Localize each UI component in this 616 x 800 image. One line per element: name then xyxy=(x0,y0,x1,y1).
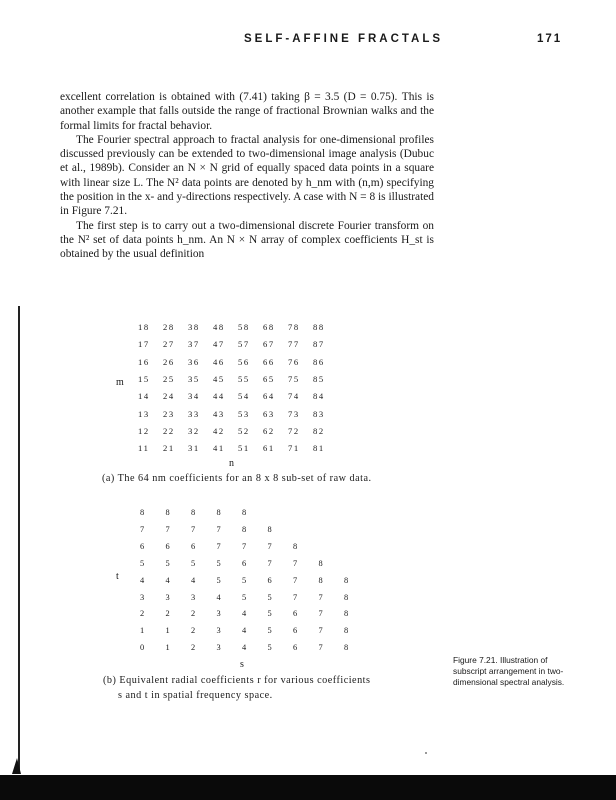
figure-b-cell: 7 xyxy=(293,575,298,585)
figure-a-x-label: n xyxy=(229,458,234,469)
figure-a-cell: 85 xyxy=(313,373,325,384)
figure-b-cell: 1 xyxy=(165,626,170,636)
scan-margin-mark xyxy=(12,758,21,774)
figure-b-cell: 3 xyxy=(140,592,145,602)
figure-a-cell: 16 xyxy=(138,356,150,367)
figure-a-cell: 34 xyxy=(188,391,200,402)
figure-a-cell: 11 xyxy=(138,443,150,454)
figure-a-cell: 46 xyxy=(213,356,225,367)
figure-a-cell: 71 xyxy=(288,443,300,454)
figure-a-row xyxy=(138,409,378,421)
figure-b-cell: 5 xyxy=(267,643,272,653)
figure-a-cell: 68 xyxy=(263,322,275,332)
figure-b-cell: 6 xyxy=(293,626,298,636)
figure-a-cell: 48 xyxy=(213,322,225,332)
figure-b-cell: 5 xyxy=(267,592,272,602)
figure-b-cell: 3 xyxy=(216,643,221,653)
figure-a-cell: 63 xyxy=(263,408,275,419)
figure-a-cell: 37 xyxy=(188,339,200,350)
figure-b-cell: 7 xyxy=(242,541,247,551)
figure-a-cell: 24 xyxy=(163,391,175,402)
figure-b-cell: 1 xyxy=(165,643,170,653)
figure-b-cell: 5 xyxy=(140,558,145,568)
figure-a-cell: 76 xyxy=(288,356,300,367)
figure-a-cell: 18 xyxy=(138,322,150,332)
figure-b-cell: 8 xyxy=(293,541,298,551)
figure-b-cell: 8 xyxy=(140,508,145,517)
figure-a-cell: 35 xyxy=(188,373,200,384)
figure-a-cell: 47 xyxy=(213,339,225,350)
scan-speck xyxy=(425,752,427,754)
figure-a-row xyxy=(138,391,378,403)
figure-a-cell: 72 xyxy=(288,425,300,436)
paragraph-1: excellent correlation is obtained with (7.41) taking β = 3.5 (D = 0.75). This is another example that falls outside the range of fractional Brownian walks and the formal limits for fractal behavior. xyxy=(60,91,434,132)
figure-a-cell: 45 xyxy=(213,373,225,384)
figure-b-cell: 3 xyxy=(216,609,221,619)
figure-a-cell: 87 xyxy=(313,339,325,350)
figure-b-cell: 2 xyxy=(191,643,196,653)
figure-b-x-label: s xyxy=(240,659,244,670)
figure-a-cell: 57 xyxy=(238,339,250,350)
figure-b-cell: 7 xyxy=(318,592,323,602)
figure-b-cell: 4 xyxy=(216,592,221,602)
figure-b-cell: 7 xyxy=(318,626,323,636)
figure-b-row xyxy=(140,508,400,522)
figure-b-cell: 3 xyxy=(191,592,196,602)
figure-b-cell: 4 xyxy=(242,626,247,636)
figure-b-cell: 7 xyxy=(318,643,323,653)
paragraph-2: The Fourier spectral approach to fractal analysis for one-dimensional profiles discussed previously can be extended to two-dimensional image analysis (Dubuc et al., 1989b). Consider an N × N grid of equally spaced data points in a square with linear size L. The N² data points are denoted by h_nm with (n,m) specifying the position in the x- and y-directions respectively. A case with N = 8 is illustrated in Figure 7.21. xyxy=(60,133,434,218)
figure-a-cell: 65 xyxy=(263,373,275,384)
figure-a-cell: 12 xyxy=(138,425,150,436)
figure-b-cell: 4 xyxy=(191,575,196,585)
figure-b-cell: 3 xyxy=(165,592,170,602)
figure-a-cell: 51 xyxy=(238,443,250,454)
figure-b-cell: 6 xyxy=(293,643,298,653)
figure-a-cell: 52 xyxy=(238,425,250,436)
figure-a-cell: 78 xyxy=(288,322,300,332)
figure-a-cell: 86 xyxy=(313,356,325,367)
figure-a-cell: 33 xyxy=(188,408,200,419)
figure-b-row xyxy=(140,626,400,640)
figure-b-cell: 6 xyxy=(140,541,145,551)
figure-b-cell: 5 xyxy=(267,626,272,636)
figure-b-cell: 6 xyxy=(267,575,272,585)
figure-b-cell: 7 xyxy=(293,558,298,568)
figure-a-cell: 21 xyxy=(163,443,175,454)
figure-b-cell: 7 xyxy=(216,524,221,534)
figure-a-cell: 27 xyxy=(163,339,175,350)
figure-a-cell: 73 xyxy=(288,408,300,419)
running-title: SELF-AFFINE FRACTALS xyxy=(244,33,444,45)
scan-bottom-bar xyxy=(0,775,616,800)
figure-a-cell: 77 xyxy=(288,339,300,350)
figure-a-cell: 61 xyxy=(263,443,275,454)
figure-b-cell: 7 xyxy=(191,524,196,534)
body-text xyxy=(60,90,434,262)
figure-b-cell: 7 xyxy=(293,592,298,602)
figure-b-cell: 1 xyxy=(140,626,145,636)
figure-b-cell: 8 xyxy=(344,592,349,602)
figure-b-cell: 5 xyxy=(267,609,272,619)
figure-a-cell: 25 xyxy=(163,373,175,384)
figure-a-cell: 32 xyxy=(188,425,200,436)
figure-b-cell: 0 xyxy=(140,643,145,653)
figure-a-y-label: m xyxy=(116,377,124,388)
figure-a-cell: 17 xyxy=(138,339,150,350)
figure-b-cell: 8 xyxy=(165,508,170,517)
figure-b-cell: 2 xyxy=(140,609,145,619)
figure-b-cell: 7 xyxy=(216,541,221,551)
figure-a-row xyxy=(138,357,378,369)
figure-b-cell: 5 xyxy=(165,558,170,568)
figure-b-cell: 4 xyxy=(242,643,247,653)
page-number: 171 xyxy=(537,33,563,45)
figure-a-cell: 13 xyxy=(138,408,150,419)
figure-b-cell: 5 xyxy=(216,575,221,585)
figure-b-cell: 8 xyxy=(191,508,196,517)
figure-a-cell: 44 xyxy=(213,391,225,402)
figure-b-y-label: t xyxy=(116,571,119,582)
figure-a-cell: 88 xyxy=(313,322,325,332)
figure-b-row xyxy=(140,542,400,556)
figure-side-caption: Figure 7.21. Illustration of subscript arrangement in two-dimensional spectral analysis. xyxy=(453,655,565,687)
figure-b-row xyxy=(140,559,400,573)
figure-b-caption-line-2: s and t in spatial frequency space. xyxy=(118,690,273,701)
figure-b-cell: 8 xyxy=(242,508,247,517)
figure-b-cell: 6 xyxy=(165,541,170,551)
figure-a-cell: 15 xyxy=(138,373,150,384)
figure-b-cell: 8 xyxy=(267,524,272,534)
figure-b-cell: 8 xyxy=(318,575,323,585)
figure-a-cell: 38 xyxy=(188,322,200,332)
figure-b-cell: 8 xyxy=(344,626,349,636)
figure-b-cell: 2 xyxy=(165,609,170,619)
figure-a-cell: 62 xyxy=(263,425,275,436)
figure-b-cell: 7 xyxy=(140,524,145,534)
figure-b-caption-line-1: (b) Equivalent radial coefficients r for various coefficients xyxy=(103,675,371,686)
figure-a-cell: 41 xyxy=(213,443,225,454)
figure-b-cell: 8 xyxy=(242,524,247,534)
figure-b-cell: 8 xyxy=(344,609,349,619)
figure-b-cell: 6 xyxy=(293,609,298,619)
figure-a-cell: 64 xyxy=(263,391,275,402)
figure-a-row xyxy=(138,426,378,438)
figure-b-row xyxy=(140,525,400,539)
figure-a-cell: 75 xyxy=(288,373,300,384)
figure-a-cell: 28 xyxy=(163,322,175,332)
figure-a-cell: 66 xyxy=(263,356,275,367)
figure-a-cell: 31 xyxy=(188,443,200,454)
figure-a-row xyxy=(138,443,378,455)
figure-a-row xyxy=(138,374,378,386)
figure-a-cell: 55 xyxy=(238,373,250,384)
figure-b-cell: 7 xyxy=(318,609,323,619)
figure-a-cell: 84 xyxy=(313,391,325,402)
figure-b-cell: 2 xyxy=(191,626,196,636)
figure-b-cell: 6 xyxy=(191,541,196,551)
figure-a-cell: 82 xyxy=(313,425,325,436)
figure-a-cell: 23 xyxy=(163,408,175,419)
figure-b-cell: 8 xyxy=(216,508,221,517)
figure-b-cell: 5 xyxy=(191,558,196,568)
figure-b-cell: 7 xyxy=(267,558,272,568)
figure-b-cell: 7 xyxy=(165,524,170,534)
paragraph-3: The first step is to carry out a two-dimensional discrete Fourier transform on the N² set of data points h_nm. An N × N array of complex coefficients H_st is obtained by the usual definition xyxy=(60,219,434,261)
figure-b-cell: 8 xyxy=(344,643,349,653)
figure-b-cell: 2 xyxy=(191,609,196,619)
figure-b-row xyxy=(140,643,400,657)
figure-a-cell: 22 xyxy=(163,425,175,436)
figure-b-cell: 5 xyxy=(242,575,247,585)
figure-a-cell: 26 xyxy=(163,356,175,367)
figure-b-row xyxy=(140,576,400,590)
figure-a-cell: 56 xyxy=(238,356,250,367)
figure-b-cell: 6 xyxy=(242,558,247,568)
figure-b-cell: 7 xyxy=(267,541,272,551)
figure-a-cell: 58 xyxy=(238,322,250,332)
figure-a-cell: 53 xyxy=(238,408,250,419)
figure-b-cell: 3 xyxy=(216,626,221,636)
figure-a-cell: 36 xyxy=(188,356,200,367)
figure-a-row xyxy=(138,322,378,334)
figure-b-cell: 4 xyxy=(140,575,145,585)
figure-a-cell: 54 xyxy=(238,391,250,402)
scan-margin-line xyxy=(18,306,20,770)
figure-a-row xyxy=(138,339,378,351)
figure-a-caption: (a) The 64 nm coefficients for an 8 x 8 sub-set of raw data. xyxy=(102,473,372,484)
figure-a-cell: 83 xyxy=(313,408,325,419)
figure-a-cell: 67 xyxy=(263,339,275,350)
figure-b-row xyxy=(140,609,400,623)
figure-a-cell: 43 xyxy=(213,408,225,419)
figure-b-cell: 5 xyxy=(242,592,247,602)
figure-b-cell: 5 xyxy=(216,558,221,568)
figure-a-cell: 81 xyxy=(313,443,325,454)
figure-b-cell: 4 xyxy=(242,609,247,619)
figure-b-row xyxy=(140,593,400,607)
figure-a-cell: 74 xyxy=(288,391,300,402)
figure-a-cell: 14 xyxy=(138,391,150,402)
figure-b-cell: 8 xyxy=(318,558,323,568)
figure-b-cell: 4 xyxy=(165,575,170,585)
figure-b-cell: 8 xyxy=(344,575,349,585)
figure-a-cell: 42 xyxy=(213,425,225,436)
